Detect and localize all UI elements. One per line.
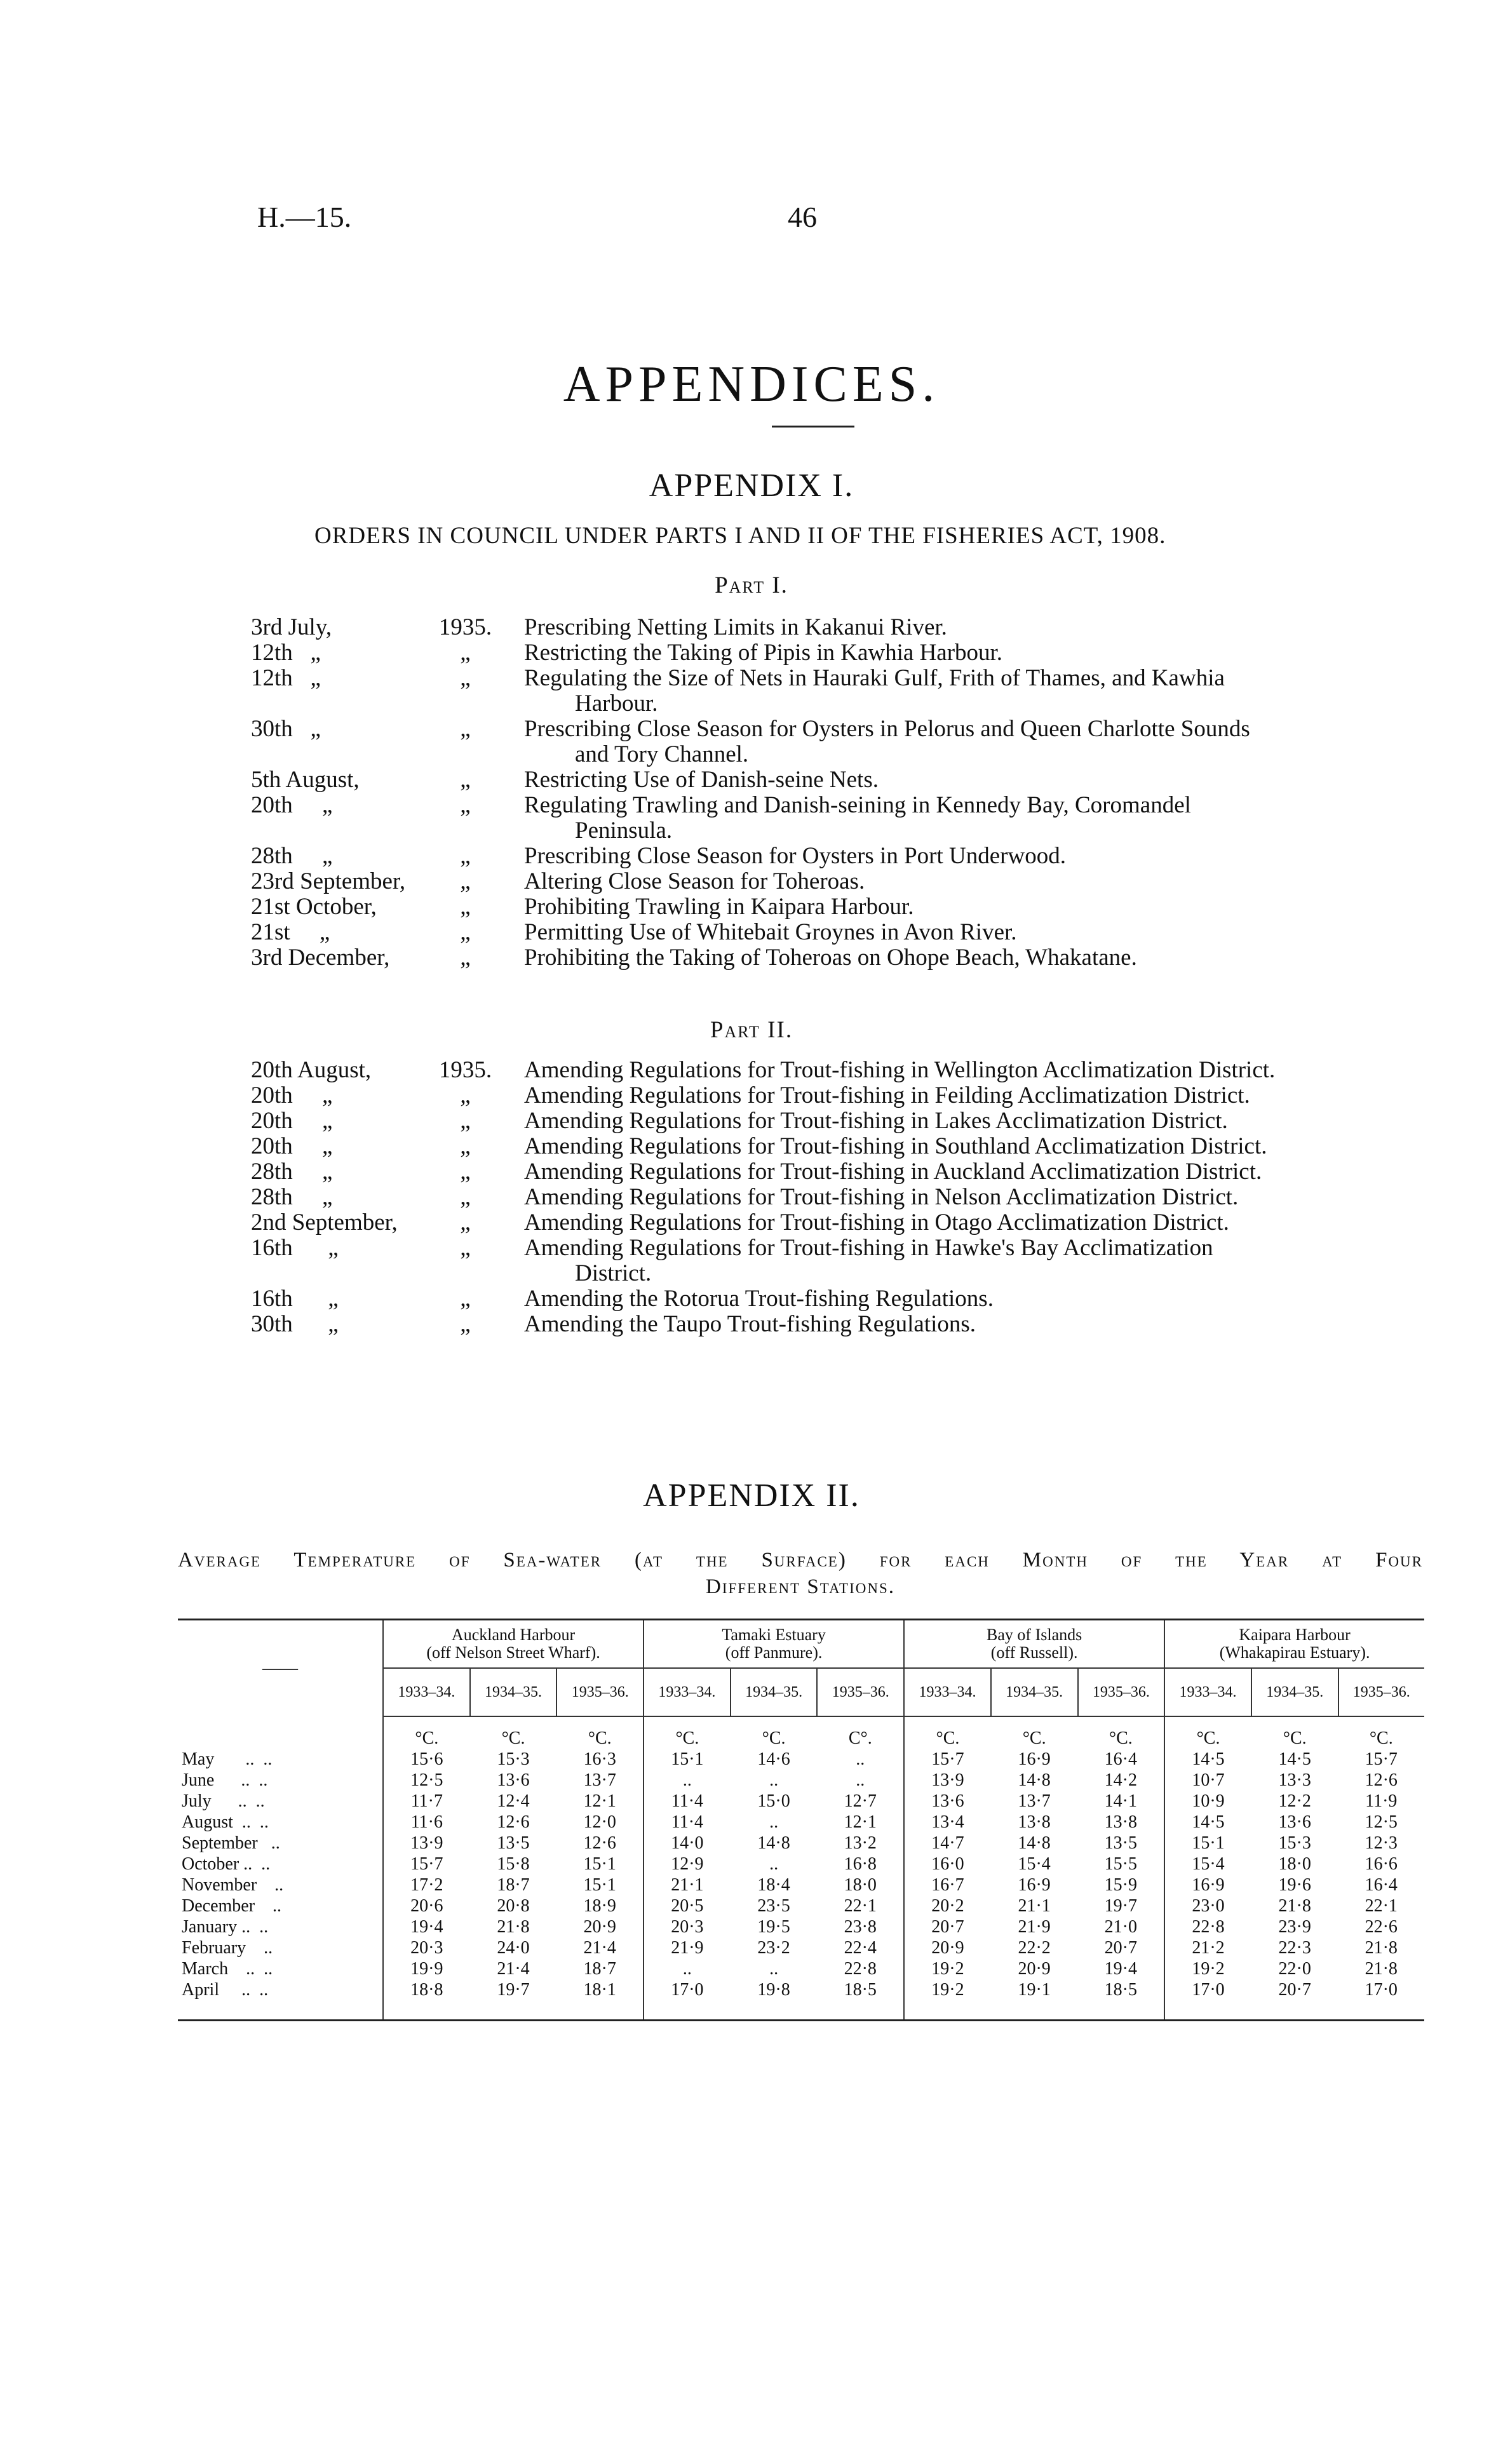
temperature-cell: 20·7 bbox=[1278, 1979, 1311, 2000]
temperature-cell: 14·5 bbox=[1164, 1749, 1251, 1770]
temperature-cell: 15·1 bbox=[583, 1875, 616, 1895]
temperature-cell: 20·8 bbox=[497, 1895, 530, 1916]
temperature-cell: 17·0 bbox=[644, 1979, 731, 2021]
station-name: Bay of Islands bbox=[987, 1626, 1082, 1644]
temperature-cell: 12·3 bbox=[1365, 1833, 1398, 1853]
temperature-cell: 12·1 bbox=[583, 1791, 616, 1811]
temperature-cell: 12·6 bbox=[583, 1833, 616, 1853]
temperature-cell: 16·7 bbox=[904, 1875, 991, 1895]
temperature-cell: 12·7 bbox=[844, 1791, 877, 1811]
table-row bbox=[178, 1854, 1424, 1875]
order-date: 30th „ bbox=[251, 1311, 339, 1337]
month-label: December .. bbox=[182, 1895, 282, 1916]
station-location: (off Panmure). bbox=[725, 1643, 823, 1662]
temperature-cell: 21·0 bbox=[1104, 1916, 1137, 1937]
temperature-cell: 15·5 bbox=[1104, 1854, 1137, 1874]
temperature-cell: 13·7 bbox=[1018, 1791, 1051, 1811]
appendix-2-caption: Average Temperature of Sea-water (at the Surface) for each Month of the Year at Four bbox=[178, 1549, 1423, 1572]
order-date: 30th „ bbox=[251, 716, 321, 742]
temperature-cell: 23·5 bbox=[757, 1895, 790, 1916]
unit-label: °C. bbox=[904, 1716, 991, 1749]
temperature-cell: 15·1 bbox=[1164, 1833, 1251, 1854]
table-row bbox=[178, 1979, 1424, 2021]
temperature-cell: 16·9 bbox=[1018, 1749, 1051, 1769]
temperature-cell: 12·5 bbox=[1365, 1812, 1398, 1832]
temperature-cell: 19·2 bbox=[1164, 1958, 1251, 1979]
order-date: 20th „ bbox=[251, 1082, 333, 1108]
temperature-cell: 14·0 bbox=[644, 1833, 731, 1854]
order-description: Permitting Use of Whitebait Groynes in Avon River. bbox=[524, 919, 1017, 945]
year-header: 1933–34. bbox=[644, 1668, 731, 1716]
station-location: (Whakapirau Estuary). bbox=[1219, 1643, 1370, 1662]
order-date: 28th „ bbox=[251, 843, 333, 869]
order-description: Prohibiting the Taking of Toheroas on Ohope Beach, Whakatane. bbox=[524, 945, 1137, 971]
appendix-1-heading: APPENDIX I. bbox=[649, 468, 854, 504]
temperature-cell: 10·7 bbox=[1164, 1770, 1251, 1791]
unit-label: °C. bbox=[1109, 1728, 1133, 1748]
temperature-cell: 10·9 bbox=[1164, 1791, 1251, 1812]
station-header bbox=[383, 1620, 644, 1669]
station-location: (off Russell). bbox=[990, 1643, 1078, 1662]
order-date: 23rd September, bbox=[251, 868, 406, 894]
temperature-cell: 19·2 bbox=[904, 1958, 991, 1979]
unit-label: C°. bbox=[848, 1728, 872, 1748]
temperature-cell: 21·1 bbox=[644, 1875, 731, 1895]
title-divider bbox=[772, 426, 854, 427]
temperature-cell: 16·8 bbox=[844, 1854, 877, 1874]
temperature-cell: 18·0 bbox=[844, 1875, 877, 1895]
temperature-cell: 21·8 bbox=[1365, 1958, 1398, 1979]
temperature-cell: 13·5 bbox=[1104, 1833, 1137, 1853]
temperature-cell: .. bbox=[769, 1958, 779, 1979]
temperature-cell: 18·7 bbox=[497, 1875, 530, 1895]
temperature-cell: 15·1 bbox=[644, 1749, 731, 1770]
order-date: 16th „ bbox=[251, 1235, 339, 1261]
order-year: „ bbox=[460, 792, 471, 818]
order-description: Amending Regulations for Trout-fishing in Nelson Acclimatization District. bbox=[524, 1184, 1239, 1210]
temperature-cell: 15·6 bbox=[383, 1749, 470, 1770]
part-2-label: Part II. bbox=[710, 1017, 793, 1043]
temperature-cell: .. bbox=[644, 1958, 731, 1979]
temperature-cell: 16·4 bbox=[1104, 1749, 1137, 1769]
order-year: „ bbox=[460, 1082, 471, 1108]
temperature-cell: 21·4 bbox=[497, 1958, 530, 1979]
station-name: Auckland Harbour bbox=[451, 1626, 576, 1644]
blank-header: —— bbox=[262, 1658, 298, 1678]
temperature-cell: 16·9 bbox=[1164, 1875, 1251, 1895]
order-date: 21st „ bbox=[251, 919, 330, 945]
station-name: Tamaki Estuary bbox=[722, 1626, 826, 1644]
order-description: Amending Regulations for Trout-fishing in Wellington Acclimatization District. bbox=[524, 1057, 1276, 1083]
temperature-cell: 15·9 bbox=[1104, 1875, 1137, 1895]
temperature-cell: 18·0 bbox=[1278, 1854, 1311, 1874]
temperature-cell: 20·7 bbox=[1104, 1937, 1137, 1958]
temperature-cell: 14·2 bbox=[1104, 1770, 1137, 1790]
temperature-cell: 22·0 bbox=[1278, 1958, 1311, 1979]
temperature-cell: 21·9 bbox=[1018, 1916, 1051, 1937]
order-description: Prescribing Close Season for Oysters in Pelorus and Queen Charlotte Sounds bbox=[524, 716, 1250, 742]
temperature-table bbox=[178, 1619, 1424, 2021]
order-year: „ bbox=[460, 665, 471, 691]
table-row bbox=[178, 1770, 1424, 1791]
temperature-cell: 19·1 bbox=[1018, 1979, 1051, 2000]
temperature-cell: 21·9 bbox=[644, 1937, 731, 1958]
temperature-cell: 12·6 bbox=[1365, 1770, 1398, 1790]
order-date: 20th „ bbox=[251, 1133, 333, 1159]
station-name: Kaipara Harbour bbox=[1239, 1626, 1351, 1644]
appendix-2-heading: APPENDIX II. bbox=[643, 1478, 860, 1514]
appendix-2-caption-cont: Different Stations. bbox=[705, 1575, 895, 1598]
temperature-cell: 13·4 bbox=[904, 1812, 991, 1833]
table-row bbox=[178, 1833, 1424, 1854]
temperature-cell: 17·2 bbox=[383, 1875, 470, 1895]
unit-label: °C. bbox=[1022, 1728, 1046, 1748]
temperature-cell: .. bbox=[769, 1812, 779, 1832]
temperature-cell: 15·3 bbox=[497, 1749, 530, 1769]
temperature-cell: 20·2 bbox=[904, 1895, 991, 1916]
order-year: „ bbox=[460, 868, 471, 894]
order-description: Amending Regulations for Trout-fishing in Auckland Acclimatization District. bbox=[524, 1159, 1262, 1185]
order-date: 16th „ bbox=[251, 1286, 339, 1312]
part-1-label: Part I. bbox=[715, 572, 788, 598]
document-reference: H.—15. bbox=[257, 201, 352, 233]
month-label: August .. .. bbox=[182, 1812, 269, 1832]
temperature-cell: 19·4 bbox=[1104, 1958, 1137, 1979]
temperature-cell: 13·6 bbox=[1278, 1812, 1311, 1832]
order-description: Amending the Rotorua Trout-fishing Regulations. bbox=[524, 1286, 994, 1312]
table-row bbox=[178, 1958, 1424, 1979]
temperature-cell: 15·0 bbox=[757, 1791, 790, 1811]
month-label: May .. .. bbox=[182, 1749, 273, 1769]
temperature-cell: 23·8 bbox=[844, 1916, 877, 1937]
unit-label: °C. bbox=[1369, 1728, 1393, 1748]
temperature-cell: 21·8 bbox=[1278, 1895, 1311, 1916]
temperature-cell: 12·6 bbox=[497, 1812, 530, 1832]
temperature-cell: 20·6 bbox=[383, 1895, 470, 1916]
temperature-cell: 16·6 bbox=[1365, 1854, 1398, 1874]
temperature-cell: 11·6 bbox=[383, 1812, 470, 1833]
temperature-cell: 18·8 bbox=[383, 1979, 470, 2021]
year-header: 1935–36. bbox=[817, 1668, 904, 1716]
order-year: 1935. bbox=[438, 1057, 492, 1083]
order-year: 1935. bbox=[438, 614, 492, 640]
order-date: 3rd December, bbox=[251, 945, 390, 971]
order-description: Amending Regulations for Trout-fishing in Hawke's Bay Acclimatization bbox=[524, 1235, 1213, 1261]
order-date: 5th August, bbox=[251, 767, 360, 793]
order-year: „ bbox=[460, 945, 471, 971]
temperature-cell: 20·5 bbox=[644, 1895, 731, 1916]
station-header bbox=[1164, 1620, 1424, 1669]
order-year: „ bbox=[460, 843, 471, 869]
order-description: Altering Close Season for Toheroas. bbox=[524, 868, 865, 894]
temperature-cell: 14·6 bbox=[757, 1749, 790, 1769]
temperature-cell: 18·9 bbox=[583, 1895, 616, 1916]
temperature-cell: 14·8 bbox=[1018, 1770, 1051, 1790]
month-label: July .. .. bbox=[182, 1791, 265, 1811]
temperature-cell: 18·1 bbox=[583, 1979, 616, 2000]
temperature-cell: 13·8 bbox=[1104, 1812, 1137, 1832]
temperature-cell: 22·3 bbox=[1278, 1937, 1311, 1958]
temperature-cell: 19·4 bbox=[383, 1916, 470, 1937]
order-year: „ bbox=[460, 894, 471, 920]
temperature-cell: 23·2 bbox=[757, 1937, 790, 1958]
temperature-cell: 15·4 bbox=[1164, 1854, 1251, 1875]
temperature-cell: 12·5 bbox=[383, 1770, 470, 1791]
year-header: 1933–34. bbox=[383, 1668, 470, 1716]
order-date: 20th „ bbox=[251, 1108, 333, 1134]
unit-label: °C. bbox=[762, 1728, 786, 1748]
appendix-1-subtitle: ORDERS IN COUNCIL UNDER PARTS I AND II OF THE FISHERIES ACT, 1908. bbox=[314, 523, 1166, 549]
temperature-cell: 22·4 bbox=[844, 1937, 877, 1958]
temperature-cell: 19·8 bbox=[757, 1979, 790, 2000]
order-year: „ bbox=[460, 716, 471, 742]
order-description-continued: Peninsula. bbox=[575, 818, 673, 844]
temperature-cell: .. bbox=[769, 1770, 779, 1790]
temperature-cell: 15·8 bbox=[497, 1854, 530, 1874]
order-year: „ bbox=[460, 767, 471, 793]
table-row bbox=[178, 1916, 1424, 1937]
order-description: Amending the Taupo Trout-fishing Regulations. bbox=[524, 1311, 976, 1337]
temperature-cell: 21·8 bbox=[1365, 1937, 1398, 1958]
order-date: 12th „ bbox=[251, 665, 321, 691]
temperature-cell: 18·5 bbox=[844, 1979, 877, 2000]
temperature-cell: 17·0 bbox=[1164, 1979, 1251, 2021]
unit-label: °C. bbox=[1283, 1728, 1307, 1748]
station-header bbox=[644, 1620, 904, 1669]
order-date: 2nd September, bbox=[251, 1209, 398, 1235]
temperature-cell: 13·6 bbox=[497, 1770, 530, 1790]
year-header: 1933–34. bbox=[904, 1668, 991, 1716]
temperature-cell: 20·7 bbox=[904, 1916, 991, 1937]
order-date: 20th „ bbox=[251, 792, 333, 818]
temperature-cell: 19·6 bbox=[1278, 1875, 1311, 1895]
temperature-cell: 20·9 bbox=[1018, 1958, 1051, 1979]
temperature-cell: 18·4 bbox=[757, 1875, 790, 1895]
temperature-cell: 14·5 bbox=[1164, 1812, 1251, 1833]
month-label: October .. .. bbox=[182, 1854, 271, 1874]
station-location: (off Nelson Street Wharf). bbox=[426, 1643, 600, 1662]
order-date: 21st October, bbox=[251, 894, 377, 920]
temperature-cell: 21·8 bbox=[497, 1916, 530, 1937]
order-year: „ bbox=[460, 1108, 471, 1134]
temperature-cell: 17·0 bbox=[1365, 1979, 1398, 2000]
month-label: March .. .. bbox=[182, 1958, 273, 1979]
temperature-cell: 20·3 bbox=[383, 1937, 470, 1958]
table-row bbox=[178, 1812, 1424, 1833]
order-description-continued: Harbour. bbox=[575, 690, 658, 717]
temperature-cell: 11·4 bbox=[644, 1791, 731, 1812]
order-description: Prohibiting Trawling in Kaipara Harbour. bbox=[524, 894, 914, 920]
temperature-cell: 15·7 bbox=[904, 1749, 991, 1770]
order-year: „ bbox=[460, 1159, 471, 1185]
temperature-cell: 22·8 bbox=[1164, 1916, 1251, 1937]
temperature-cell: 14·8 bbox=[757, 1833, 790, 1853]
order-description: Prescribing Netting Limits in Kakanui River. bbox=[524, 614, 947, 640]
temperature-cell: 16·9 bbox=[1018, 1875, 1051, 1895]
month-label: November .. bbox=[182, 1875, 284, 1895]
temperature-cell: 12·4 bbox=[497, 1791, 530, 1811]
table-row bbox=[178, 1895, 1424, 1916]
month-label: February .. bbox=[182, 1937, 273, 1958]
temperature-cell: 20·3 bbox=[644, 1916, 731, 1937]
temperature-cell: 14·7 bbox=[904, 1833, 991, 1854]
temperature-cell: 13·9 bbox=[383, 1833, 470, 1854]
order-description: Restricting Use of Danish-seine Nets. bbox=[524, 767, 879, 793]
temperature-cell: 19·7 bbox=[1104, 1895, 1137, 1916]
order-description: Amending Regulations for Trout-fishing in Otago Acclimatization District. bbox=[524, 1209, 1229, 1235]
temperature-cell: .. bbox=[856, 1749, 865, 1769]
temperature-cell: 21·2 bbox=[1164, 1937, 1251, 1958]
temperature-cell: 19·7 bbox=[497, 1979, 530, 2000]
year-header: 1935–36. bbox=[1338, 1668, 1424, 1716]
station-header bbox=[904, 1620, 1164, 1669]
temperature-cell: 15·4 bbox=[1018, 1854, 1051, 1874]
temperature-cell: 19·9 bbox=[383, 1958, 470, 1979]
order-year: „ bbox=[460, 1311, 471, 1337]
order-year: „ bbox=[460, 919, 471, 945]
temperature-cell: 11·9 bbox=[1365, 1791, 1398, 1811]
temperature-cell: 13·6 bbox=[904, 1791, 991, 1812]
order-description: Regulating Trawling and Danish-seining in Kennedy Bay, Coromandel bbox=[524, 792, 1191, 818]
temperature-cell: 13·3 bbox=[1278, 1770, 1311, 1790]
temperature-cell: 11·7 bbox=[383, 1791, 470, 1812]
temperature-cell: 20·9 bbox=[904, 1937, 991, 1958]
order-date: 20th August, bbox=[251, 1057, 372, 1083]
temperature-cell: 11·4 bbox=[644, 1812, 731, 1833]
order-year: „ bbox=[460, 1184, 471, 1210]
unit-label: °C. bbox=[644, 1716, 731, 1749]
temperature-cell: 15·1 bbox=[583, 1854, 616, 1874]
order-description: Regulating the Size of Nets in Hauraki Gulf, Frith of Thames, and Kawhia bbox=[524, 665, 1225, 691]
temperature-cell: 18·5 bbox=[1104, 1979, 1137, 2000]
temperature-cell: 13·2 bbox=[844, 1833, 877, 1853]
temperature-cell: 22·6 bbox=[1365, 1916, 1398, 1937]
year-header: 1935–36. bbox=[1078, 1668, 1165, 1716]
temperature-cell: 21·1 bbox=[1018, 1895, 1051, 1916]
temperature-cell: 23·9 bbox=[1278, 1916, 1311, 1937]
order-year: „ bbox=[460, 1286, 471, 1312]
temperature-cell: 13·7 bbox=[583, 1770, 616, 1790]
temperature-cell: 12·2 bbox=[1278, 1791, 1311, 1811]
order-date: 28th „ bbox=[251, 1159, 333, 1185]
year-header: 1934–35. bbox=[991, 1668, 1078, 1716]
temperature-cell: 16·4 bbox=[1365, 1875, 1398, 1895]
temperature-cell: .. bbox=[856, 1770, 865, 1790]
order-year: „ bbox=[460, 640, 471, 666]
unit-label: °C. bbox=[501, 1728, 525, 1748]
temperature-cell: 15·3 bbox=[1278, 1833, 1311, 1853]
order-date: 28th „ bbox=[251, 1184, 333, 1210]
temperature-cell: 14·5 bbox=[1278, 1749, 1311, 1769]
unit-label: °C. bbox=[1164, 1716, 1251, 1749]
page-number: 46 bbox=[788, 201, 817, 233]
order-date: 12th „ bbox=[251, 640, 321, 666]
month-label: January .. .. bbox=[182, 1916, 269, 1937]
temperature-cell: 12·0 bbox=[583, 1812, 616, 1832]
order-description: Amending Regulations for Trout-fishing in Lakes Acclimatization District. bbox=[524, 1108, 1228, 1134]
order-description: Restricting the Taking of Pipis in Kawhia Harbour. bbox=[524, 640, 1003, 666]
order-description: Prescribing Close Season for Oysters in Port Underwood. bbox=[524, 843, 1066, 869]
temperature-cell: 22·2 bbox=[1018, 1937, 1051, 1958]
temperature-cell: 13·8 bbox=[1018, 1812, 1051, 1832]
temperature-cell: .. bbox=[644, 1770, 731, 1791]
temperature-cell: 13·5 bbox=[497, 1833, 530, 1853]
temperature-cell: 15·7 bbox=[383, 1854, 470, 1875]
page-title: APPENDICES. bbox=[563, 356, 940, 412]
month-label: June .. .. bbox=[182, 1770, 268, 1790]
table-row bbox=[178, 1749, 1424, 1770]
order-date: 3rd July, bbox=[251, 614, 332, 640]
table-row bbox=[178, 1791, 1424, 1812]
temperature-cell: 12·9 bbox=[644, 1854, 731, 1875]
temperature-cell: 22·1 bbox=[1365, 1895, 1398, 1916]
order-year: „ bbox=[460, 1133, 471, 1159]
temperature-cell: 13·9 bbox=[904, 1770, 991, 1791]
temperature-cell: 23·0 bbox=[1164, 1895, 1251, 1916]
temperature-cell: 22·8 bbox=[844, 1958, 877, 1979]
year-header: 1934–35. bbox=[731, 1668, 818, 1716]
order-description: Amending Regulations for Trout-fishing in Southland Acclimatization District. bbox=[524, 1133, 1267, 1159]
order-year: „ bbox=[460, 1235, 471, 1261]
temperature-cell: 12·1 bbox=[844, 1812, 877, 1832]
unit-label: °C. bbox=[588, 1728, 612, 1748]
temperature-cell: 16·3 bbox=[583, 1749, 616, 1769]
temperature-cell: 18·7 bbox=[583, 1958, 616, 1979]
temperature-cell: 24·0 bbox=[497, 1937, 530, 1958]
table-row bbox=[178, 1875, 1424, 1895]
temperature-cell: 14·8 bbox=[1018, 1833, 1051, 1853]
order-description: Amending Regulations for Trout-fishing in Feilding Acclimatization District. bbox=[524, 1082, 1250, 1108]
table-row bbox=[178, 1937, 1424, 1958]
month-label: April .. .. bbox=[182, 1979, 269, 2000]
temperature-cell: 19·2 bbox=[904, 1979, 991, 2021]
temperature-cell: .. bbox=[769, 1854, 779, 1874]
temperature-cell: 21·4 bbox=[583, 1937, 616, 1958]
order-description-continued: District. bbox=[575, 1260, 652, 1286]
temperature-cell: 20·9 bbox=[583, 1916, 616, 1937]
order-description-continued: and Tory Channel. bbox=[575, 741, 749, 767]
year-header: 1933–34. bbox=[1164, 1668, 1251, 1716]
temperature-cell: 15·7 bbox=[1365, 1749, 1398, 1769]
temperature-cell: 16·0 bbox=[904, 1854, 991, 1875]
month-label: September .. bbox=[182, 1833, 280, 1853]
year-header: 1935–36. bbox=[556, 1668, 644, 1716]
year-header: 1934–35. bbox=[1251, 1668, 1338, 1716]
year-header: 1934–35. bbox=[470, 1668, 557, 1716]
unit-label: °C. bbox=[383, 1716, 470, 1749]
temperature-cell: 22·1 bbox=[844, 1895, 877, 1916]
temperature-cell: 14·1 bbox=[1104, 1791, 1137, 1811]
temperature-cell: 19·5 bbox=[757, 1916, 790, 1937]
order-year: „ bbox=[460, 1209, 471, 1235]
